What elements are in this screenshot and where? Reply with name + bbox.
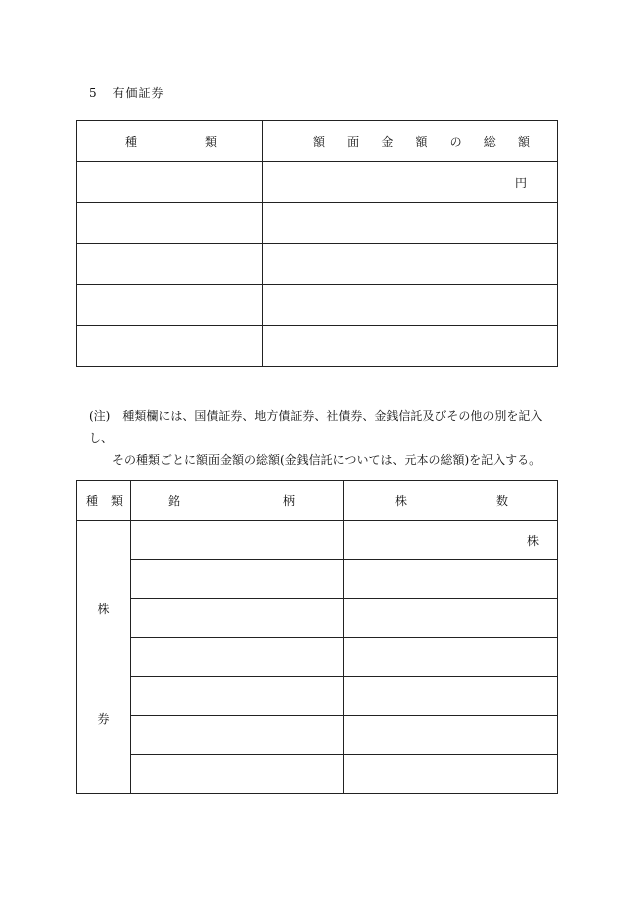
brand-cell[interactable] xyxy=(131,599,344,638)
table-row xyxy=(77,560,558,599)
note xyxy=(89,405,559,471)
type-cell[interactable] xyxy=(77,203,263,244)
share-unit: 株 xyxy=(526,533,539,548)
type-cell[interactable] xyxy=(77,162,263,203)
share-count-cell[interactable] xyxy=(344,560,558,599)
header-type: 種 類 xyxy=(77,481,131,521)
share-count-cell[interactable] xyxy=(344,521,558,560)
header-type: 種 類 xyxy=(77,121,263,162)
header-share-count: 株 数 xyxy=(344,481,558,521)
category-stock-certificate: 株 券 xyxy=(77,521,131,794)
table-row xyxy=(77,244,558,285)
brand-cell[interactable] xyxy=(131,677,344,716)
note-line-2: その種類ごとに額面金額の総額(金銭信託については、元本の総額)を記入する。 xyxy=(112,453,542,467)
amount-cell[interactable] xyxy=(263,203,558,244)
stock-table xyxy=(76,480,558,794)
section-heading xyxy=(89,84,164,101)
table-row xyxy=(77,677,558,716)
share-count-cell[interactable] xyxy=(344,716,558,755)
yen-unit: 円 xyxy=(514,175,527,190)
brand-cell[interactable] xyxy=(131,560,344,599)
table-row xyxy=(77,285,558,326)
amount-cell[interactable] xyxy=(263,162,558,203)
table-row xyxy=(77,326,558,367)
share-count-cell[interactable] xyxy=(344,599,558,638)
table-row xyxy=(77,638,558,677)
type-cell[interactable] xyxy=(77,285,263,326)
table-row xyxy=(77,203,558,244)
share-count-cell[interactable] xyxy=(344,677,558,716)
header-brand: 銘 柄 xyxy=(131,481,344,521)
table-row xyxy=(77,716,558,755)
type-cell[interactable] xyxy=(77,244,263,285)
table-row xyxy=(77,162,558,203)
brand-cell[interactable] xyxy=(131,638,344,677)
table-row xyxy=(77,599,558,638)
table-row xyxy=(77,755,558,794)
share-count-cell[interactable] xyxy=(344,638,558,677)
section-number: 5 xyxy=(89,86,98,100)
brand-cell[interactable] xyxy=(131,755,344,794)
table-row xyxy=(77,521,558,560)
brand-cell[interactable] xyxy=(131,716,344,755)
securities-face-value-table xyxy=(76,120,558,367)
header-total-face-amount: 額 面 金 額 の 総 額 xyxy=(263,121,558,162)
note-line-1: (注) 種類欄には、国債証券、地方債証券、社債券、金銭信託及びその他の別を記入し、 xyxy=(89,409,543,445)
amount-cell[interactable] xyxy=(263,244,558,285)
brand-cell[interactable] xyxy=(131,521,344,560)
amount-cell[interactable] xyxy=(263,326,558,367)
type-cell[interactable] xyxy=(77,326,263,367)
section-title: 有価証券 xyxy=(112,86,165,100)
amount-cell[interactable] xyxy=(263,285,558,326)
share-count-cell[interactable] xyxy=(344,755,558,794)
